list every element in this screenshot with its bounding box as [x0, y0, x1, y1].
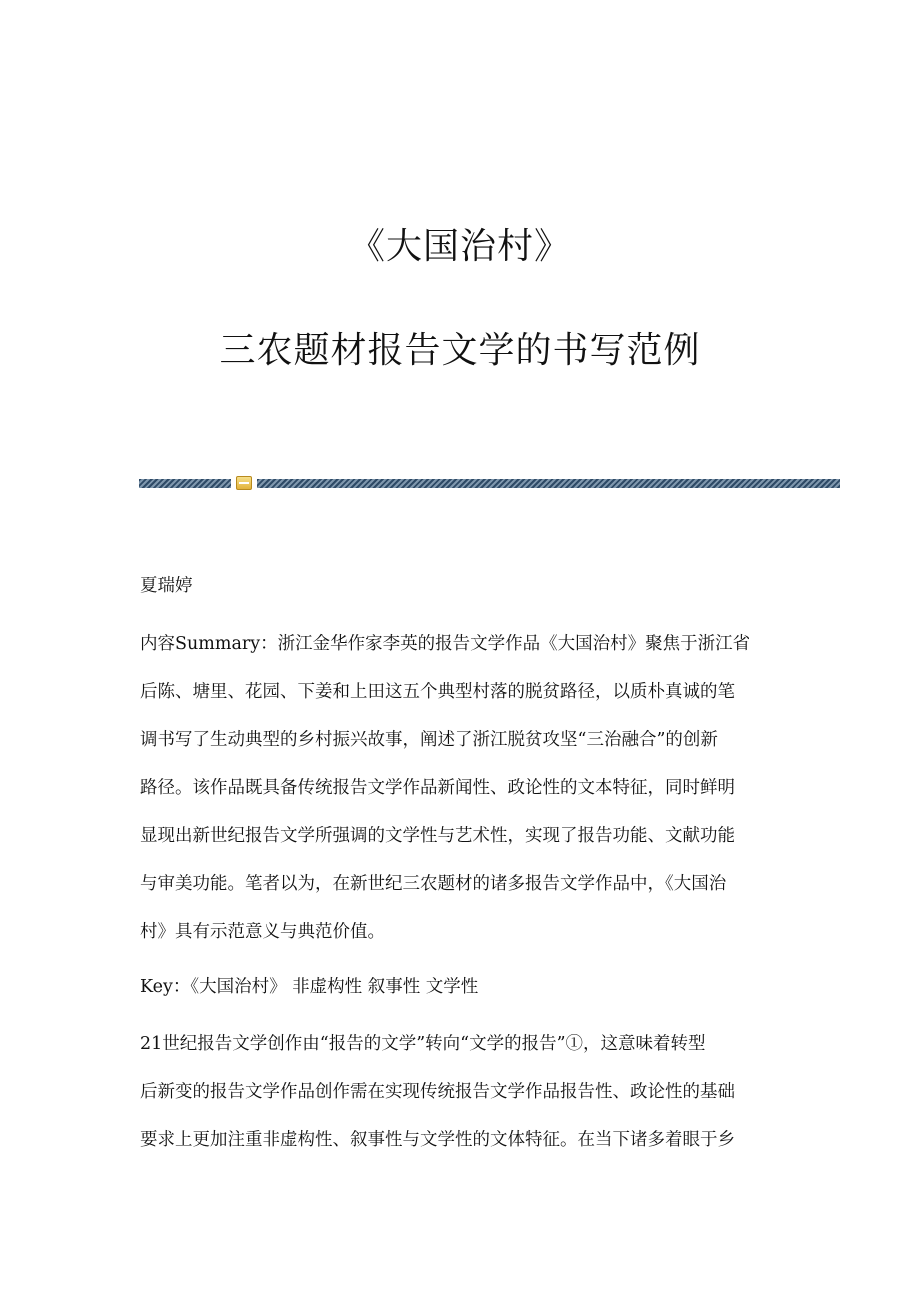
summary-line: 与审美功能。笔者以为，在新世纪三农题材的诸多报告文学作品中，《大国治 [140, 874, 727, 894]
summary-line: 显现出新世纪报告文学所强调的文学性与艺术性，实现了报告功能、文献功能 [140, 826, 735, 846]
body-line: 后新变的报告文学作品创作需在实现传统报告文学作品报告性、政论性的基础 [140, 1082, 735, 1102]
summary-line: 后陈、塘里、花园、下姜和上田这五个典型村落的脱贫路径，以质朴真诚的笔 [140, 682, 735, 702]
summary-line: 调书写了生动典型的乡村振兴故事，阐述了浙江脱贫攻坚“三治融合”的创新 [140, 730, 718, 750]
divider-left-segment [139, 479, 231, 488]
title-line-2: 三农题材报告文学的书写范例 [219, 330, 701, 371]
summary-line: 路径。该作品既具备传统报告文学作品新闻性、政论性的文本特征，同时鲜明 [140, 778, 735, 798]
divider-right-segment [257, 479, 840, 488]
summary-line: 内容Summary：浙江金华作家李英的报告文学作品《大国治村》聚焦于浙江省 [140, 634, 751, 654]
author-name: 夏瑞婷 [140, 576, 193, 596]
title-line-1: 《大国治村》 [348, 226, 571, 267]
body-line: 要求上更加注重非虚构性、叙事性与文学性的文体特征。在当下诸多着眼于乡 [140, 1130, 735, 1150]
summary-line: 村》具有示范意义与典范价值。 [140, 922, 385, 942]
body-line: 21世纪报告文学创作由“报告的文学”转向“文学的报告”①，这意味着转型 [140, 1034, 706, 1054]
keywords-line: Key：《大国治村》 非虚构性 叙事性 文学性 [140, 977, 479, 997]
divider-emblem-icon [236, 476, 252, 490]
